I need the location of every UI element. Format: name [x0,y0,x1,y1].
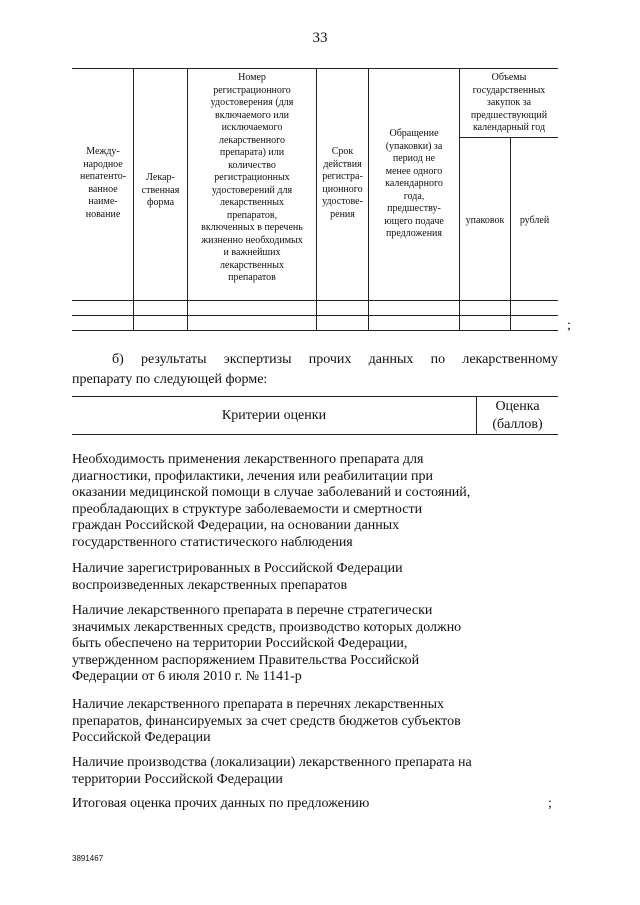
procurement-subheader-line [459,137,558,138]
criterion-item: Наличие лекарственного препарата в перечнях лекарственных препаратов, финансируемых за счет средств бюджетов субъектов Российской Федерации [72,697,461,745]
header-registration-number: Номер регистрационного удостоверения (для включаемого или исключаемого лекарственного препарата) или количество регистрационных удостоверений для лекарственных препаратов, включенных в перечень жизненно необходимых и важнейших лекарственных препаратов [201,72,303,283]
table-top-border [72,68,558,69]
header-circulation: Обращение (упаковки) за период не менее одного календарного года, предшеству- ющего подаче предложения [384,128,444,239]
criterion-item: Итоговая оценка прочих данных по предложению [72,796,370,811]
paragraph-b-line1: б) результаты экспертизы прочих данных по лекарственному [112,352,558,367]
row-line [72,315,558,316]
page-number: 33 [312,30,328,46]
document-code: 3891467 [72,854,104,863]
criterion-item: Необходимость применения лекарственного препарата для диагностики, профилактики, лечения или реабилитации при оказании медицинской помощи в случае заболеваний и состояний, преобладающих в структуре заболеваемости и смертности граждан Российской Федерации, на основании данных государственного статистического наблюдения [72,452,471,550]
table-bottom-border [72,330,558,331]
header-procurement: Объемы государственных закупок за предшествующий календарный год [470,72,548,133]
header-validity: Срок действия регистра- ционного удостове- рения [322,146,363,220]
col-divider [510,137,511,330]
table1-end-mark: ; [567,318,571,333]
header-rubles: рублей [519,215,550,226]
header-dosage-form: Лекар- ственная форма [141,172,180,208]
header-packages: упаковок [465,215,505,226]
header-criteria: Критерии оценки [221,408,327,423]
paragraph-b-line2: препарату по следующей форме: [72,372,268,387]
paragraph-b [72,350,558,390]
table2-end-mark: ; [548,796,552,811]
header-bottom-border [72,300,558,301]
criterion-item: Наличие производства (локализации) лекарственного препарата на территории Российской Федерации [72,755,472,787]
header-inn: Между- народное непатенто- ванное наиме- нование [79,146,127,220]
criterion-item: Наличие зарегистрированных в Российской Федерации воспроизведенных лекарственных препаратов [72,561,403,593]
header-score: Оценка (баллов) [492,399,543,432]
criterion-item: Наличие лекарственного препарата в перечне стратегически значимых лекарственных средств, производство которых должно быть обеспечено на территории Российской Федерации, утвержденном распоряжением Правительства Российской Федерации от 6 июля 2010 г. № 1141-р [72,603,462,684]
table2-header-bottom [72,434,558,435]
table2-top-border [72,396,558,397]
